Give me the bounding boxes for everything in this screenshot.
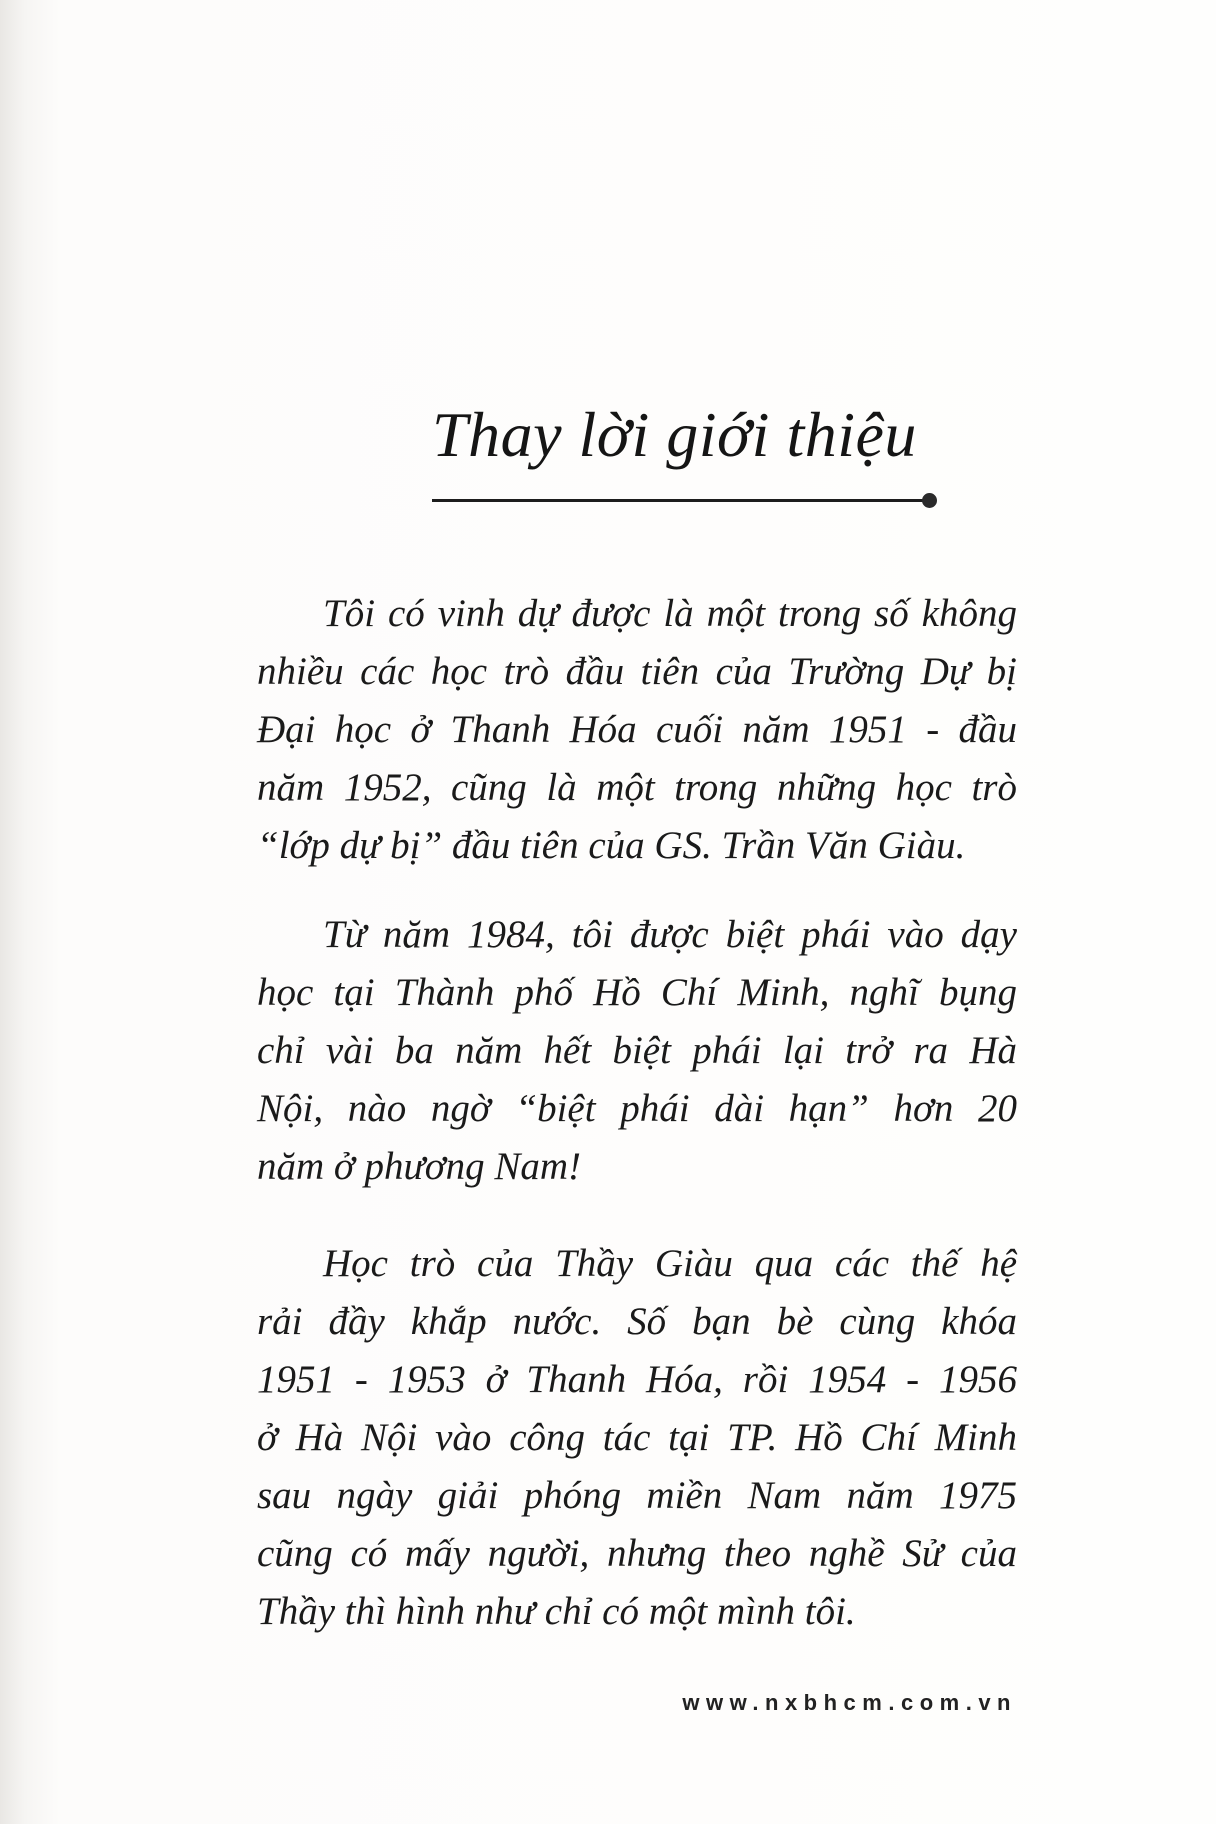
paragraph-1 [257, 585, 1017, 875]
text-line: năm 1952, cũng là một trong những học trò [257, 766, 1017, 809]
text-line: học tại Thành phố Hồ Chí Minh, nghĩ bụng [257, 971, 1017, 1014]
underline-dot [922, 493, 937, 508]
text-line: rải đầy khắp nước. Số bạn bè cùng khóa [257, 1300, 1017, 1343]
paragraph-2 [257, 906, 1017, 1196]
text-line: 1951 - 1953 ở Thanh Hóa, rồi 1954 - 1956 [257, 1358, 1017, 1401]
title-underline [432, 499, 928, 502]
text-line: “lớp dự bị” đầu tiên của GS. Trần Văn Giàu. [257, 824, 966, 867]
text-line: năm ở phương Nam! [257, 1145, 581, 1188]
text-line: Nội, nào ngờ “biệt phái dài hạn” hơn 20 [257, 1087, 1017, 1130]
text-line: Đại học ở Thanh Hóa cuối năm 1951 - đầu [257, 708, 1017, 751]
text-line: Học trò của Thầy Giàu qua các thế hệ [323, 1242, 1017, 1285]
publisher-url: www.nxbhcm.com.vn [682, 1690, 1017, 1715]
text-line: Từ năm 1984, tôi được biệt phái vào dạy [323, 913, 1017, 956]
paragraph-3 [257, 1235, 1017, 1641]
text-line: cũng có mấy người, nhưng theo nghề Sử của [257, 1532, 1017, 1575]
text-line: ở Hà Nội vào công tác tại TP. Hồ Chí Minh [257, 1416, 1017, 1459]
text-line: chỉ vài ba năm hết biệt phái lại trở ra Hà [257, 1029, 1017, 1072]
page-title: Thay lời giới thiệu [432, 399, 917, 470]
text-line: sau ngày giải phóng miền Nam năm 1975 [257, 1474, 1017, 1517]
text-line: Thầy thì hình như chỉ có một mình tôi. [257, 1590, 856, 1633]
text-line: Tôi có vinh dự được là một trong số không [323, 592, 1017, 635]
text-line: nhiều các học trò đầu tiên của Trường Dự bị [257, 650, 1017, 693]
